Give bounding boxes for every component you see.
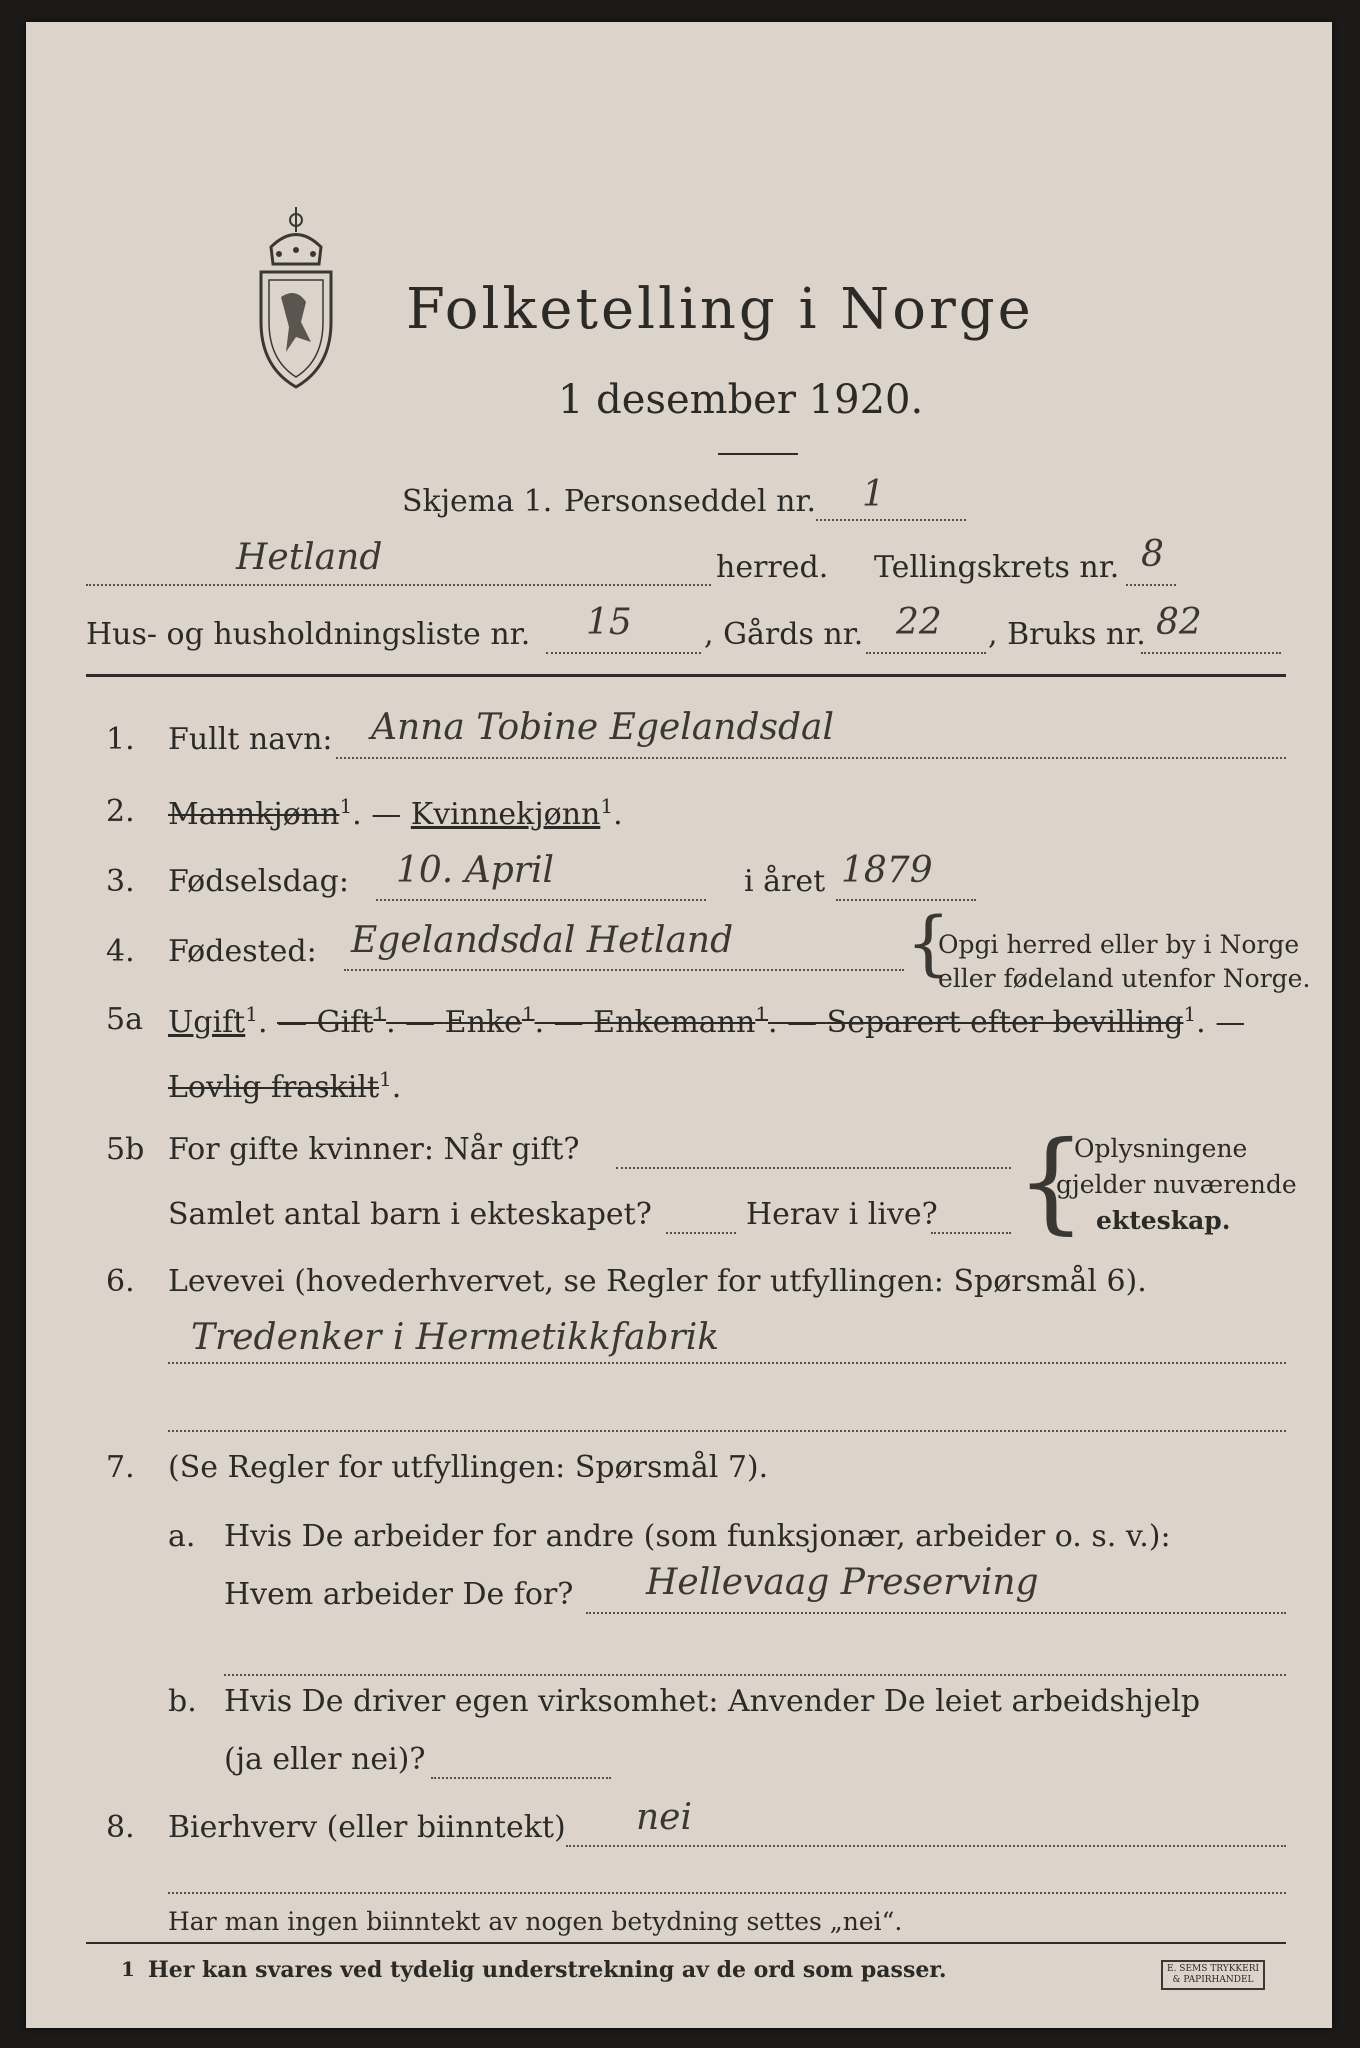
q4-brace: { bbox=[906, 902, 951, 984]
q7a-line-2 bbox=[224, 1674, 1286, 1676]
footnote-text: Her kan svares ved tydelig understrekning av de ord som passer. bbox=[148, 1957, 947, 1983]
q5a-fraskilt-row: Lovlig fraskilt$^1$. bbox=[168, 1067, 402, 1105]
skjema-label: Skjema 1. bbox=[402, 484, 553, 519]
q4-note-2: eller fødeland utenfor Norge. bbox=[938, 964, 1311, 993]
q3-day-line bbox=[376, 899, 706, 901]
q7b-line bbox=[431, 1777, 611, 1779]
q1-value: Anna Tobine Egelandsdal bbox=[371, 707, 834, 748]
personseddel-line bbox=[816, 519, 966, 521]
q2-male: Mannkjønn bbox=[168, 797, 340, 832]
header-rule bbox=[86, 674, 1286, 677]
q8-number: 8. bbox=[106, 1810, 135, 1845]
q5a-options: Ugift$^1$. — Gift$^1$. — Enke$^1$. — Enkemann$^1$. — Separert efter bevilling$^1$. — bbox=[168, 1002, 1246, 1040]
q5b-note-1: Oplysningene bbox=[1074, 1134, 1248, 1163]
gards-line bbox=[866, 652, 986, 654]
q7a-line-1 bbox=[586, 1612, 1286, 1614]
form-title: Folketelling i Norge bbox=[406, 277, 1034, 342]
footnote-mark: 1 bbox=[121, 1957, 135, 1981]
q6-label: Levevei (hovederhvervet, se Regler for utfyllingen: Spørsmål 6). bbox=[168, 1264, 1147, 1299]
herred-label: herred. bbox=[716, 550, 829, 585]
q5a-gift-sup: 1 bbox=[373, 1002, 387, 1026]
gards-value: 22 bbox=[896, 602, 942, 643]
bruks-value: 82 bbox=[1156, 602, 1202, 643]
q3-year-label: i året bbox=[744, 864, 826, 899]
q5b-note-2: gjelder nuværende bbox=[1056, 1170, 1297, 1199]
q2-number: 2. bbox=[106, 794, 135, 829]
hus-label: Hus- og husholdningsliste nr. bbox=[86, 617, 531, 652]
q7a-text: Hvis De arbeider for andre (som funksjonær, arbeider o. s. v.): bbox=[224, 1519, 1171, 1554]
personseddel-value: 1 bbox=[862, 474, 885, 515]
tellingskrets-line bbox=[1126, 584, 1176, 586]
q2-male-sup: 1 bbox=[339, 794, 353, 818]
tellingskrets-value: 8 bbox=[1141, 534, 1164, 575]
q8-label: Bierhverv (eller biinntekt) bbox=[168, 1810, 566, 1845]
q7b-question: (ja eller nei)? bbox=[224, 1742, 426, 1777]
stamp-line-1: E. SEMS TRYKKERI bbox=[1167, 1964, 1260, 1974]
q7b-letter: b. bbox=[168, 1684, 197, 1719]
census-form-sheet bbox=[26, 22, 1332, 2028]
q5a-fraskilt: Lovlig fraskilt bbox=[168, 1070, 380, 1105]
q7a-value: Hellevaag Preserving bbox=[646, 1562, 1039, 1603]
q7a-question: Hvem arbeider De for? bbox=[224, 1577, 574, 1612]
q5a-enke: Enke bbox=[444, 1005, 522, 1040]
q5a-enke-sup: 1 bbox=[521, 1002, 535, 1026]
q5a-separert: Separert efter bevilling bbox=[826, 1005, 1184, 1040]
herred-line bbox=[86, 584, 711, 586]
census-date: 1 desember 1920. bbox=[558, 377, 924, 423]
q4-note-1: Opgi herred eller by i Norge bbox=[938, 930, 1300, 959]
q7a-letter: a. bbox=[168, 1519, 196, 1554]
q6-line-1 bbox=[168, 1362, 1286, 1364]
q3-year-value: 1879 bbox=[841, 850, 933, 891]
q7-number: 7. bbox=[106, 1450, 135, 1485]
q4-line bbox=[344, 969, 904, 971]
q5b-label-1: For gifte kvinner: Når gift? bbox=[168, 1132, 580, 1167]
personseddel-label: Personseddel nr. bbox=[564, 484, 817, 519]
printer-stamp bbox=[1161, 1960, 1265, 1990]
q3-value: 10. April bbox=[396, 850, 554, 891]
q4-number: 4. bbox=[106, 934, 135, 969]
footnote-rule bbox=[86, 1942, 1286, 1944]
q3-number: 3. bbox=[106, 864, 135, 899]
q3-year-line bbox=[836, 899, 976, 901]
q5b-line-3 bbox=[931, 1232, 1011, 1234]
nei-note: Har man ingen biinntekt av nogen betydning settes „nei“. bbox=[168, 1907, 903, 1936]
q5a-enkemann: Enkemann bbox=[593, 1005, 756, 1040]
q5a-ugift: Ugift bbox=[168, 1005, 246, 1040]
q1-label: Fullt navn: bbox=[168, 722, 333, 757]
q5a-number: 5a bbox=[106, 1002, 143, 1037]
bruks-label: , Bruks nr. bbox=[988, 617, 1146, 652]
q1-line bbox=[336, 757, 1286, 759]
q5b-label-3: Herav i live? bbox=[746, 1197, 938, 1232]
hus-value: 15 bbox=[586, 602, 632, 643]
title-divider bbox=[718, 453, 798, 455]
q5a-struck-group: — Gift$^1$. — Enke$^1$. — Enkemann$^1$. — Separert efter bevilling bbox=[277, 1002, 1184, 1040]
q1-number: 1. bbox=[106, 722, 135, 757]
stamp-line-2: & PAPIRHANDEL bbox=[1172, 1975, 1254, 1985]
q5a-enkemann-sup: 1 bbox=[755, 1002, 769, 1026]
q6-value: Tredenker i Hermetikkfabrik bbox=[191, 1317, 720, 1358]
q6-number: 6. bbox=[106, 1264, 135, 1299]
q3-label: Fødselsdag: bbox=[168, 864, 349, 899]
q5a-gift: Gift bbox=[316, 1005, 374, 1040]
q8-line-2 bbox=[168, 1892, 1286, 1894]
bruks-line bbox=[1141, 652, 1281, 654]
herred-value: Hetland bbox=[236, 537, 383, 578]
q4-label: Fødested: bbox=[168, 934, 317, 969]
tellingskrets-label: Tellingskrets nr. bbox=[874, 550, 1120, 585]
q5a-fraskilt-sup: 1 bbox=[379, 1067, 392, 1091]
q2-female: Kvinnekjønn bbox=[410, 797, 601, 832]
hus-line bbox=[546, 652, 701, 654]
q7b-text: Hvis De driver egen virksomhet: Anvender De leiet arbeidshjelp bbox=[224, 1684, 1201, 1719]
q5a-separert-sup: 1 bbox=[1183, 1002, 1197, 1026]
coat-of-arms-icon bbox=[241, 202, 351, 392]
q6-line-2 bbox=[168, 1430, 1286, 1432]
gards-label: , Gårds nr. bbox=[704, 617, 864, 652]
q8-line-1 bbox=[566, 1845, 1286, 1847]
q5a-ugift-sup: 1 bbox=[245, 1002, 258, 1026]
q5b-note-3: ekteskap. bbox=[1096, 1206, 1231, 1235]
q4-value: Egelandsdal Hetland bbox=[351, 920, 734, 961]
q5b-number: 5b bbox=[106, 1132, 145, 1167]
q5b-line-1 bbox=[616, 1167, 1011, 1169]
q5b-brace: { bbox=[1016, 1117, 1086, 1245]
q2-female-sup: 1 bbox=[600, 794, 614, 818]
q2-options: Mannkjønn$^1$. — Kvinnekjønn$^1$. bbox=[168, 794, 623, 832]
q8-value: nei bbox=[636, 1797, 693, 1838]
q5b-label-2: Samlet antal barn i ekteskapet? bbox=[168, 1197, 652, 1232]
q2-sep: — bbox=[371, 797, 411, 832]
q5b-line-2 bbox=[666, 1232, 736, 1234]
q7-label: (Se Regler for utfyllingen: Spørsmål 7). bbox=[168, 1450, 769, 1485]
